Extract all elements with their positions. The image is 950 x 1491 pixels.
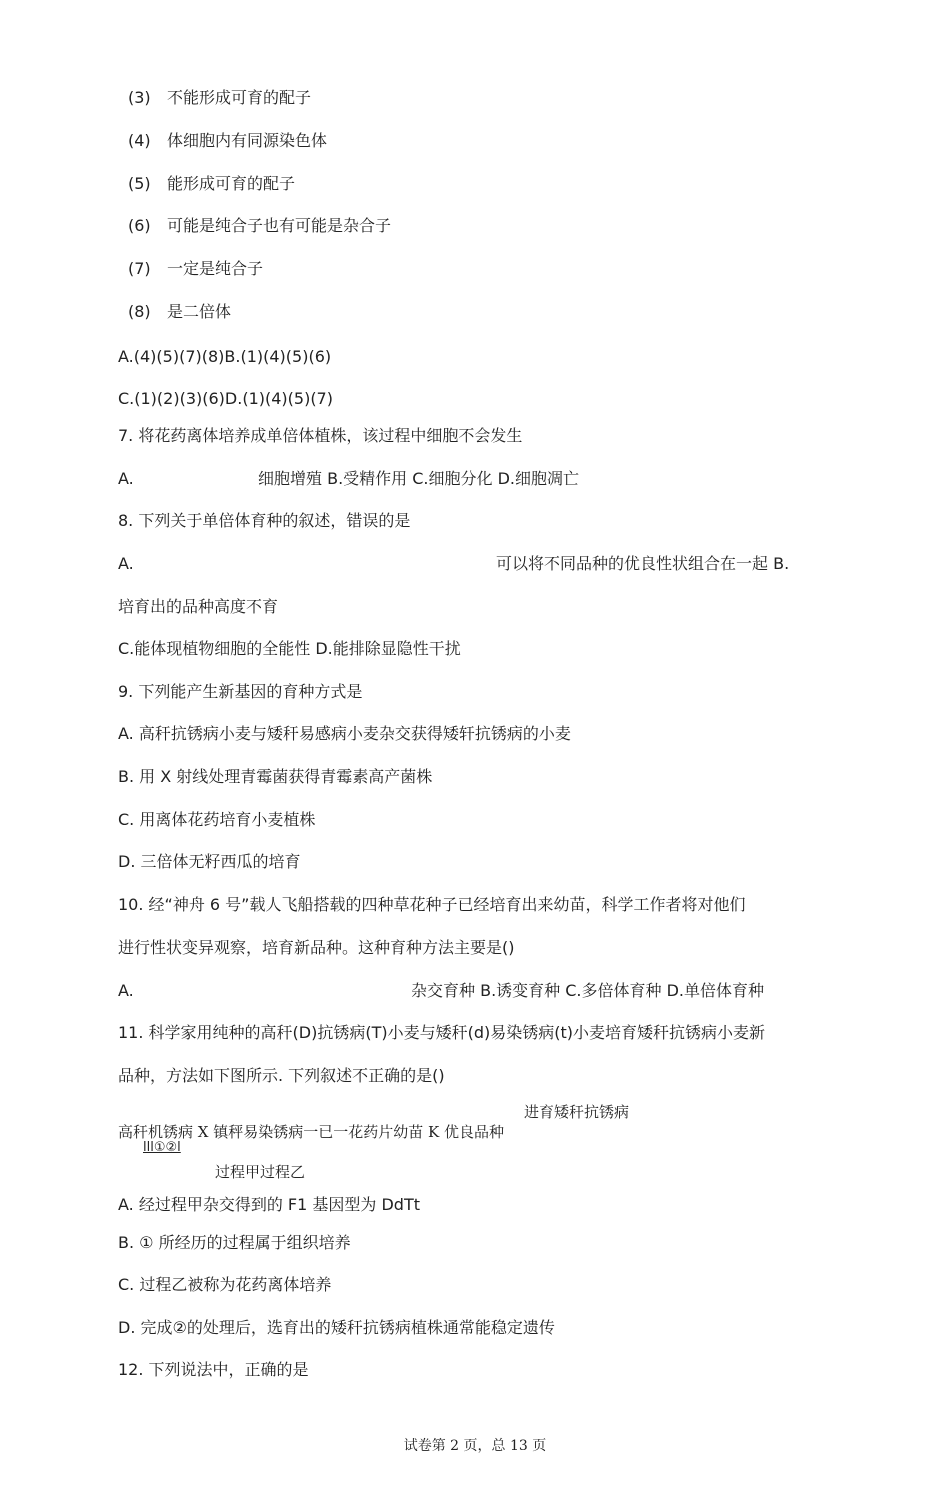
q7-options: 细胞增殖 B.受精作用 C.细胞分化 D.细胞凋亡 [258,469,579,488]
list-item-text: 体细胞内有同源染色体 [167,131,328,150]
question-10-stem-line2: 进行性状变异观察，培育新品种。这种育种方法主要是() [118,938,515,957]
list-item-number: (3) [128,88,151,107]
q11-option-a: A. 经过程甲杂交得到的 F1 基因型为 DdTt [118,1195,421,1214]
q8-option-a-text: 可以将不同品种的优良性状组合在一起 B. [496,554,790,573]
question-9-stem: 9. 下列能产生新基因的育种方式是 [118,682,363,701]
question-12-stem: 12. 下列说法中，正确的是 [118,1360,309,1379]
diagram-process-marks: lll①②l [143,1140,181,1155]
diagram-top-label: 进育矮秆抗锈病 [524,1103,630,1121]
q11-option-d: D. 完成②的处理后，选育出的矮秆抗锈病植株通常能稳定遗传 [118,1318,555,1337]
list-item-number: (8) [128,302,151,321]
q8-option-b-text: 培育出的品种高度不育 [118,597,279,616]
question-10-stem-line1: 10. 经“神舟 6 号”载人飞船搭载的四种草花种子已经培育出来幼苗，科学工作者将对他们 [118,895,746,914]
list-item-text: 不能形成可育的配子 [167,88,312,107]
q6-options-line1: A.(4)(5)(7)(8)B.(1)(4)(5)(6) [118,347,332,366]
list-item-text: 一定是纯合子 [167,259,264,278]
question-11-stem-line1: 11. 科学家用纯种的高秆(D)抗锈病(T)小麦与矮秆(d)易染锈病(t)小麦培育矮秆抗锈病小麦新 [118,1023,765,1042]
q8-option-a-label: A. [118,554,134,573]
q9-option-d: D. 三倍体无籽西瓜的培育 [118,852,301,871]
question-11-stem-line2: 品种，方法如下图所示. 下列叙述不正确的是() [118,1066,445,1085]
q10-option-a-label: A. [118,981,134,1000]
q10-options: 杂交育种 B.诱变育种 C.多倍体育种 D.单倍体育种 [411,981,764,1000]
q11-option-c: C. 过程乙被称为花药离体培养 [118,1275,332,1294]
diagram-bottom-label: 过程甲过程乙 [215,1163,306,1181]
list-item-number: (6) [128,216,151,235]
list-item-number: (5) [128,174,151,193]
q9-option-c: C. 用离体花药培育小麦植株 [118,810,316,829]
question-7-stem: 7. 将花药离体培养成单倍体植株，该过程中细胞不会发生 [118,426,523,445]
q8-options-cd: C.能体现植物细胞的全能性 D.能排除显隐性干扰 [118,639,461,658]
list-item-text: 可能是纯合子也有可能是杂合子 [167,216,392,235]
q9-option-a: A. 高秆抗锈病小麦与矮秆易感病小麦杂交获得矮轩抗锈病的小麦 [118,724,571,743]
question-8-stem: 8. 下列关于单倍体育种的叙述，错误的是 [118,511,411,530]
page-footer: 试卷第 2 页，总 13 页 [403,1438,547,1454]
list-item-text: 能形成可育的配子 [167,174,296,193]
list-item-number: (4) [128,131,151,150]
q7-option-a-label: A. [118,469,134,488]
list-item-number: (7) [128,259,151,278]
list-item-text: 是二倍体 [167,302,232,321]
q6-options-line2: C.(1)(2)(3)(6)D.(1)(4)(5)(7) [118,389,333,408]
diagram-main-line: 高秆机锈病 X 镇秤易染锈病一已一花药片幼苗 K 优良品种 [118,1123,504,1141]
q11-option-b: B. ① 所经历的过程属于组织培养 [118,1233,351,1252]
q9-option-b: B. 用 X 射线处理青霉菌获得青霉素高产菌株 [118,767,433,786]
